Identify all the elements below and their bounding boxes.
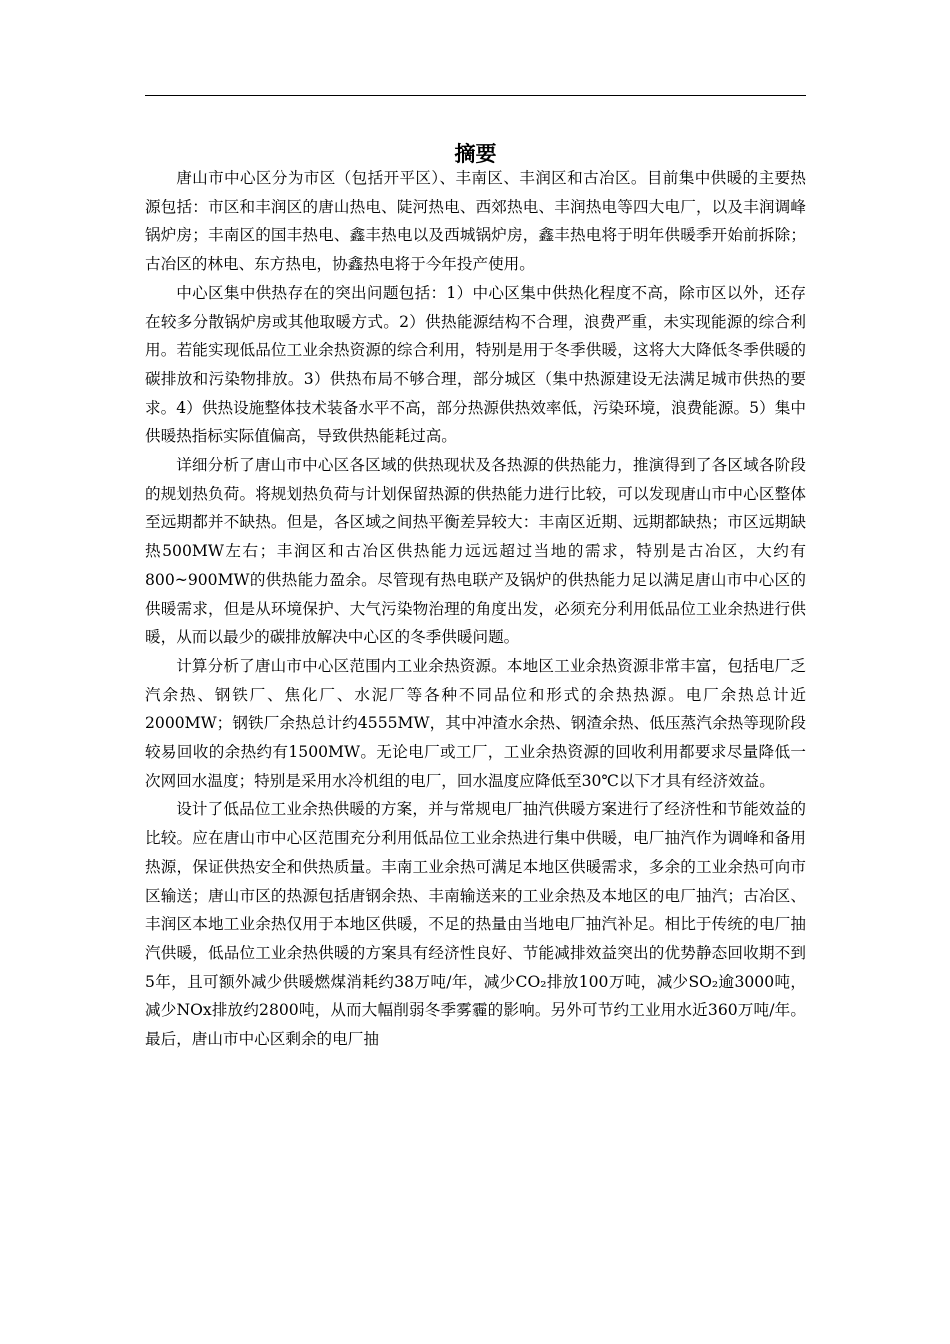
paragraph-5: 设计了低品位工业余热供暖的方案，并与常规电厂抽汽供暖方案进行了经济性和节能效益的比较。应在唐山市中心区范围充分利用低品位工业余热进行集中供暖，电厂抽汽作为调峰和备用热源，保证供热安全和供热质量。丰南工业余热可满足本地区供暖需求，多余的工业余热可向市区输送；唐山市区的热源包括唐钢余热、丰南输送来的工业余热及本地区的电厂抽汽；古冶区、丰润区本地工业余热仅用于本地区供暖，不足的热量由当地电厂抽汽补足。相比于传统的电厂抽汽供暖，低品位工业余热供暖的方案具有经济性良好、节能减排效益突出的优势静态回收期不到5年，且可额外减少供暖燃煤消耗约38万吨/年，减少CO₂排放100万吨，减少SO₂逾3000吨，减少NOx排放约2800吨，从而大幅削弱冬季雾霾的影响。另外可节约工业用水近360万吨/年。最后，唐山市中心区剩余的电厂抽 bbox=[145, 800, 806, 1049]
abstract-title: 摘要 bbox=[454, 142, 497, 166]
header-rule bbox=[145, 95, 806, 96]
paragraph-1: 唐山市中心区分为市区（包括开平区）、丰南区、丰润区和古冶区。目前集中供暖的主要热源包括：市区和丰润区的唐山热电、陡河热电、西郊热电、丰润热电等四大电厂，以及丰润调峰锅炉房；丰南区的国丰热电、鑫丰热电以及西城锅炉房，鑫丰热电将于明年供暖季开始前拆除；古冶区的林电、东方热电，协鑫热电将于今年投产使用。 bbox=[145, 169, 806, 274]
paragraph-3: 详细分析了唐山市中心区各区域的供热现状及各热源的供热能力，推演得到了各区域各阶段的规划热负荷。将规划热负荷与计划保留热源的供热能力进行比较，可以发现唐山市中心区整体至远期都并不缺热。但是，各区域之间热平衡差异较大：丰南区近期、远期都缺热；市区远期缺热500MW左右；丰润区和古冶区供热能力远远超过当地的需求，特别是古冶区，大约有800~900MW的供热能力盈余。尽管现有热电联产及锅炉的供热能力足以满足唐山市中心区的供暖需求，但是从环境保护、大气污染物治理的角度出发，必须充分利用低品位工业余热进行供暖，从而以最少的碳排放解决中心区的冬季供暖问题。 bbox=[145, 456, 806, 647]
paragraph-2: 中心区集中供热存在的突出问题包括：1）中心区集中供热化程度不高，除市区以外，还存在较多分散锅炉房或其他取暖方式。2）供热能源结构不合理，浪费严重，未实现能源的综合利用。若能实现低品位工业余热资源的综合利用，特别是用于冬季供暖，这将大大降低冬季供暖的碳排放和污染物排放。3）供热布局不够合理，部分城区（集中热源建设无法满足城市供热的要求。4）供热设施整体技术装备水平不高，部分热源供热效率低，污染环境，浪费能源。5）集中供暖热指标实际值偏高，导致供热能耗过高。 bbox=[145, 283, 806, 446]
paragraph-4: 计算分析了唐山市中心区范围内工业余热资源。本地区工业余热资源非常丰富，包括电厂乏汽余热、钢铁厂、焦化厂、水泥厂等各种不同品位和形式的余热热源。电厂余热总计近2000MW；钢铁厂余热总计约4555MW，其中冲渣水余热、钢渣余热、低压蒸汽余热等现阶段较易回收的余热约有1500MW。无论电厂或工厂，工业余热资源的回收利用都要求尽量降低一次网回水温度；特别是采用水冷机组的电厂，回水温度应降低至30℃以下才具有经济效益。 bbox=[145, 656, 806, 790]
abstract-body bbox=[145, 164, 806, 1054]
